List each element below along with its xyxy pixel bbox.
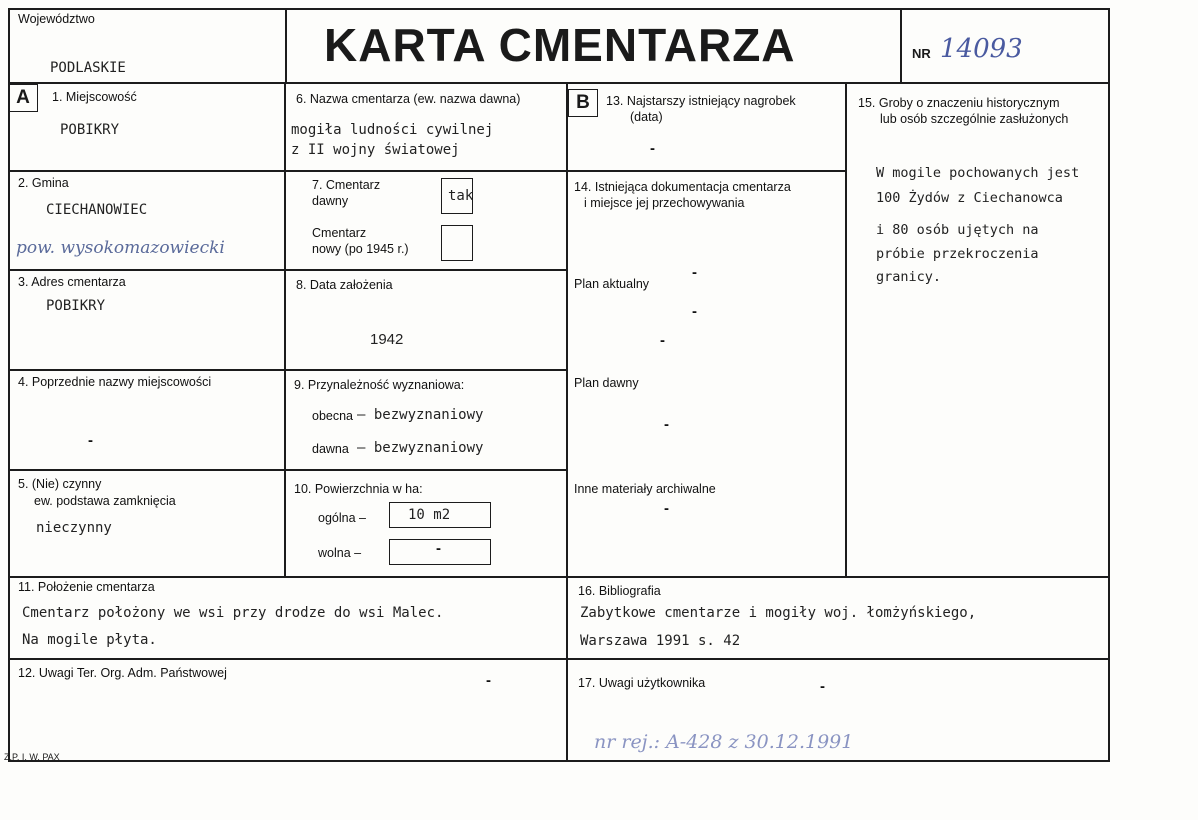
- field-5-label-line1: 5. (Nie) czynny: [18, 477, 102, 491]
- wojewodztwo-label: Województwo: [18, 12, 95, 26]
- row-line-1: [8, 170, 568, 172]
- frame-right: [1108, 8, 1110, 762]
- field-14-value: -: [692, 264, 697, 281]
- plan-aktualny-label: Plan aktualny: [574, 277, 650, 291]
- plan-aktualny-value-1: -: [692, 303, 697, 320]
- nr-label: NR: [912, 46, 931, 61]
- field-15-line4: próbie przekroczenia: [876, 246, 1039, 262]
- field-15-line1: W mogile pochowanych jest: [876, 165, 1080, 181]
- field-15-label-line1: 15. Groby o znaczeniu historycznym: [858, 96, 1060, 110]
- plan-dawny-value: -: [664, 416, 669, 433]
- field-11-line2: Na mogile płyta.: [22, 632, 157, 648]
- field-10-ogolna-label: ogólna –: [318, 511, 366, 525]
- field-3-value: POBIKRY: [46, 298, 106, 314]
- row-line-b1: [566, 170, 847, 172]
- field-16-line2: Warszawa 1991 s. 42: [580, 633, 741, 649]
- field-11-label: 11. Położenie cmentarza: [18, 580, 155, 594]
- field-7-nowy-box: [441, 225, 473, 261]
- inne-materialy-value: -: [664, 500, 669, 517]
- inne-materialy-label: Inne materiały archiwalne: [574, 482, 716, 496]
- field-12-value: -: [486, 672, 491, 689]
- field-15-label-line2: lub osób szczególnie zasłużonych: [880, 112, 1069, 126]
- field-15-line3: i 80 osób ujętych na: [876, 222, 1039, 238]
- field-15-line2: 100 Żydów z Ciechanowca: [876, 190, 1063, 206]
- header-vertical-nr: [900, 8, 902, 84]
- field-1-value: POBIKRY: [60, 122, 120, 138]
- header-vertical-left: [285, 8, 287, 84]
- column-divider-3: [845, 84, 847, 578]
- field-10-wolna-value: -: [436, 540, 441, 557]
- field-11-line1: Cmentarz położony we wsi przy drodze do wsi Malec.: [22, 605, 444, 621]
- header-divider: [8, 82, 1110, 84]
- field-17-label: 17. Uwagi użytkownika: [578, 676, 706, 690]
- field-14-label-line1: 14. Istniejąca dokumentacja cmentarza: [574, 180, 791, 194]
- field-10-ogolna-value: 10 m2: [408, 507, 451, 523]
- field-2-value: CIECHANOWIEC: [46, 202, 148, 218]
- card-title: KARTA CMENTARZA: [324, 19, 796, 71]
- field-17-value: -: [820, 678, 825, 695]
- column-divider-1: [284, 84, 286, 578]
- field-4-value: -: [88, 432, 93, 449]
- field-6-label: 6. Nazwa cmentarza (ew. nazwa dawna): [296, 92, 521, 106]
- field-7-nowy-label-line2: nowy (po 1945 r.): [312, 242, 409, 256]
- section-a-marker: A: [8, 84, 38, 112]
- frame-left: [8, 8, 10, 762]
- field-7-nowy-label-line1: Cmentarz: [312, 226, 367, 240]
- printer-footer: Z.P. I. W. PAX: [4, 752, 60, 762]
- field-7-label: 7. Cmentarz: [312, 178, 381, 192]
- field-16-label: 16. Bibliografia: [578, 584, 661, 598]
- field-9-label: 9. Przynależność wyznaniowa:: [294, 378, 465, 392]
- field-9-obecna-label: obecna: [312, 409, 354, 423]
- plan-dawny-label: Plan dawny: [574, 376, 639, 390]
- field-13-value: -: [650, 140, 655, 157]
- field-5-label-line2: ew. podstawa zamknięcia: [34, 494, 176, 508]
- field-5-value: nieczynny: [36, 520, 112, 536]
- field-7-dawny-label: dawny: [312, 194, 349, 208]
- row-line-4: [8, 469, 568, 471]
- plan-aktualny-value-2: -: [660, 332, 665, 349]
- field-9-dawna-label: dawna: [312, 442, 349, 456]
- field-8-value: 1942: [370, 331, 404, 348]
- field-3-label: 3. Adres cmentarza: [18, 275, 126, 289]
- row-line-6: [8, 658, 1110, 660]
- field-14-label-line2: i miejsce jej przechowywania: [584, 196, 745, 210]
- field-16-line1: Zabytkowe cmentarze i mogiły woj. łomżyńskiego,: [580, 605, 977, 621]
- frame-bottom: [8, 760, 1110, 762]
- wojewodztwo-value: PODLASKIE: [50, 60, 126, 76]
- section-b-marker: B: [568, 89, 598, 117]
- field-9-dawna-value: – bezwyznaniowy: [357, 440, 484, 456]
- field-17-handwriting: nr rej.: A-428 z 30.12.1991: [594, 731, 854, 753]
- field-8-label: 8. Data założenia: [296, 278, 393, 292]
- field-12-label: 12. Uwagi Ter. Org. Adm. Państwowej: [18, 666, 227, 680]
- field-7-dawny-value: tak: [448, 188, 474, 204]
- field-9-obecna-value: – bezwyznaniowy: [357, 407, 484, 423]
- frame-top: [8, 8, 1110, 10]
- field-13-label-line1: 13. Najstarszy istniejący nagrobek: [606, 94, 796, 108]
- row-line-5: [8, 576, 1110, 578]
- field-13-label-line2: (data): [630, 110, 663, 124]
- row-line-2: [8, 269, 568, 271]
- field-6-line2: z II wojny światowej: [291, 142, 460, 158]
- field-15-line5: granicy.: [876, 269, 942, 285]
- field-2-handwriting: pow. wysokomazowiecki: [16, 238, 225, 258]
- field-10-label: 10. Powierzchnia w ha:: [294, 482, 423, 496]
- field-10-wolna-label: wolna –: [318, 546, 362, 560]
- field-6-line1: mogiła ludności cywilnej: [291, 122, 494, 138]
- row-line-3: [8, 369, 568, 371]
- nr-value: 14093: [940, 34, 1023, 64]
- field-1-label: 1. Miejscowość: [52, 90, 137, 104]
- field-2-label: 2. Gmina: [18, 176, 69, 190]
- field-4-label: 4. Poprzednie nazwy miejscowości: [18, 375, 212, 389]
